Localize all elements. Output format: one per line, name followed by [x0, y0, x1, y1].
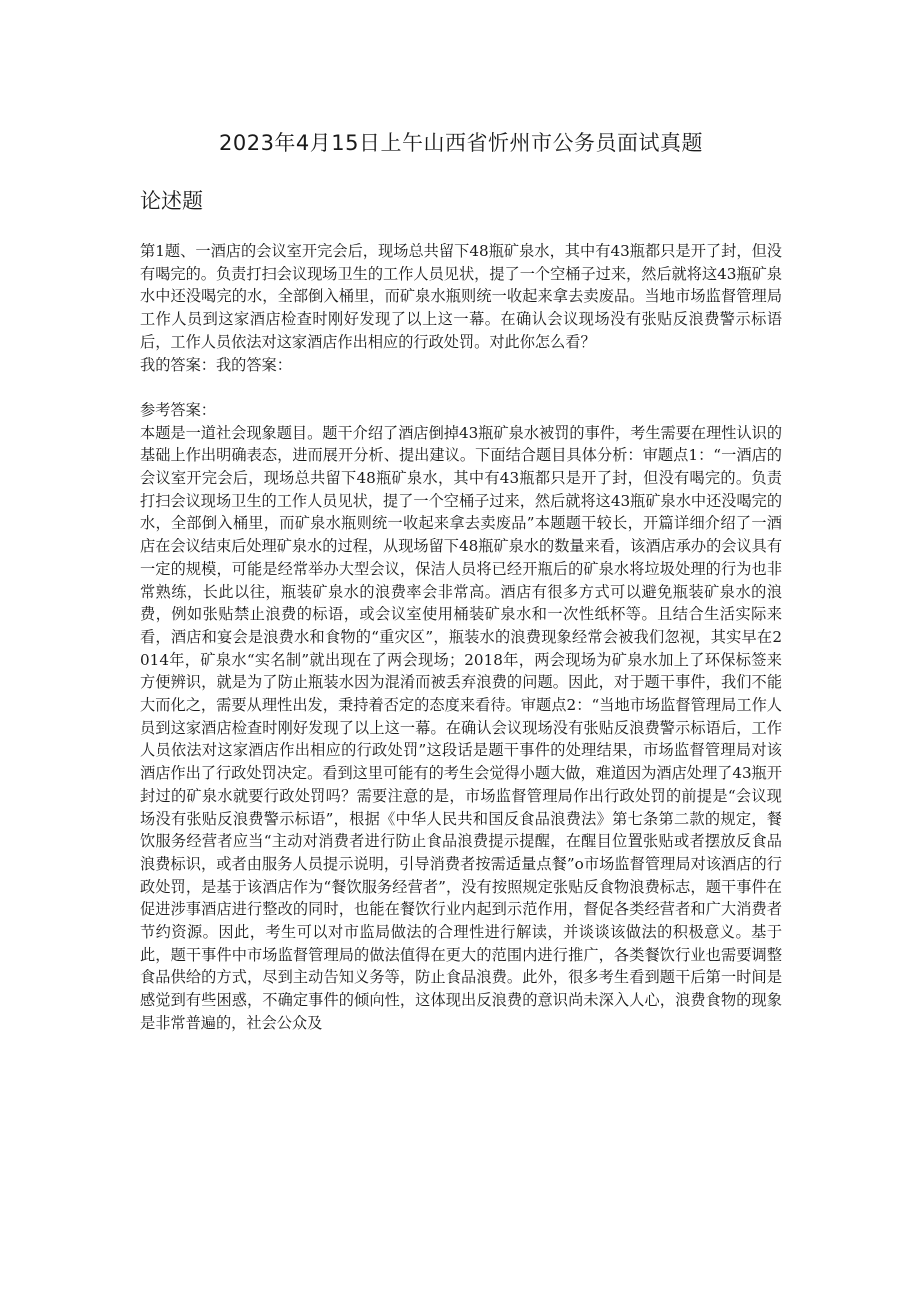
reference-answer-paragraph: 本题是一道社会现象题目。题干介绍了酒店倒掉43瓶矿泉水被罚的事件，考生需要在理性认识的基础上作出明确表态，进而展开分析、提出建议。下面结合题目具体分析：审题点1：“一酒店的会议室开完会后，现场总共留下48瓶矿泉水，其中有43瓶都只是开了封，但没有喝完的。负责打扫会议现场卫生的工作人员见状，提了一个空桶子过来，然后就将这43瓶矿泉水中还没喝完的水，全部倒入桶里，而矿泉水瓶则统一收起来拿去卖废品”本题题干较长，开篇详细介绍了一酒店在会议结束后处理矿泉水的过程，从现场留下48瓶矿泉水的数量来看，该酒店承办的会议具有一定的规模，可能是经常举办大型会议，保洁人员将已经开瓶后的矿泉水将垃圾处理的行为也非常熟练，长此以往，瓶装矿泉水的浪费率会非常高。酒店有很多方式可以避免瓶装矿泉水的浪费，例如张贴禁止浪费的标语，或会议室使用桶装矿泉水和一次性纸杯等。且结合生活实际来看，酒店和宴会是浪费水和食物的“重灾区”，瓶装水的浪费现象经常会被我们忽视，其实早在2014年，矿泉水“实名制”就出现在了两会现场；2018年，两会现场为矿泉水加上了环保标签来方便辨识，就是为了防止瓶装水因为混淆而被丢弃浪费的问题。因此，对于题干事件，我们不能大而化之，需要从理性出发，秉持着否定的态度来看待。审题点2：“当地市场监督管理局工作人员到这家酒店检查时刚好发现了以上这一幕。在确认会议现场没有张贴反浪费警示标语后，工作人员依法对这家酒店作出相应的行政处罚”这段话是题干事件的处理结果，市场监督管理局对该酒店作出了行政处罚决定。看到这里可能有的考生会觉得小题大做，难道因为酒店处理了43瓶开封过的矿泉水就要行政处罚吗？需要注意的是，市场监督管理局作出行政处罚的前提是“会议现场没有张贴反浪费警示标语”，根据《中华人民共和国反食品浪费法》第七条第二款的规定，餐饮服务经营者应当“主动对消费者进行防止食品浪费提示提醒，在醒目位置张贴或者摆放反食品浪费标识，或者由服务人员提示说明，引导消费者按需适量点餐”o市场监督管理局对该酒店的行政处罚，是基于该酒店作为“餐饮服务经营者”，没有按照规定张贴反食物浪费标志，题干事件在促进涉事酒店进行整改的同时，也能在餐饮行业内起到示范作用，督促各类经营者和广大消费者节约资源。因此，考生可以对市监局做法的合理性进行解读，并谈谈该做法的积极意义。基于此，题干事件中市场监督管理局的做法值得在更大的范围内进行推广，各类餐饮行业也需要调整食品供给的方式，尽到主动告知义务等，防止食品浪费。此外，很多考生看到题干后第一时间是感觉到有些困惑，不确定事件的倾向性，这体现出反浪费的意识尚未深入人心，浪费食物的现象是非常普遍的，社会公众及: [140, 423, 783, 1032]
my-answer-line: 我的答案：我的答案：: [140, 355, 292, 374]
reference-answer-label: 参考答案：: [140, 400, 216, 419]
section-heading: 论述题: [140, 189, 203, 213]
question-paragraph: 第1题、一酒店的会议室开完会后，现场总共留下48瓶矿泉水，其中有43瓶都只是开了封，但没有喝完的。负责打扫会议现场卫生的工作人员见状，提了一个空桶子过来，然后就将这43瓶矿泉水中还没喝完的水，全部倒入桶里，而矿泉水瓶则统一收起来拿去卖废品。当地市场监督管理局工作人员到这家酒店检查时刚好发现了以上这一幕。在确认会议现场没有张贴反浪费警示标语后，工作人员依法对这家酒店作出相应的行政处罚。对此你怎么看？: [140, 242, 783, 351]
blank-line: [140, 376, 782, 399]
document-title: 2023年4月15日上午山西省忻州市公务员面试真题: [218, 131, 704, 155]
document-body: [140, 240, 782, 1035]
